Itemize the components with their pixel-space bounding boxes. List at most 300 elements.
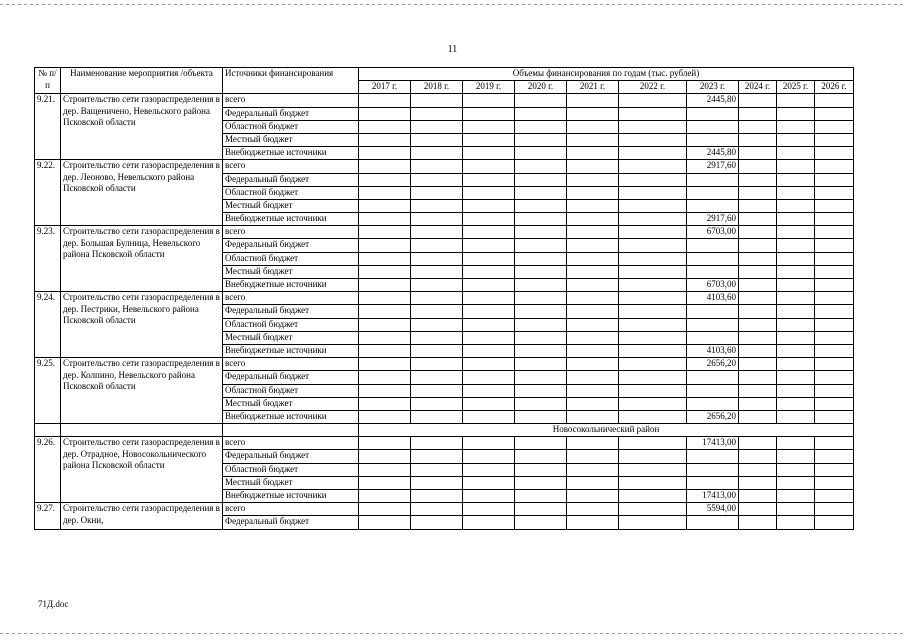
- amount-cell: [567, 384, 619, 397]
- amount-cell: [739, 384, 777, 397]
- year-header-cell: 2019 г.: [463, 81, 515, 94]
- amount-cell: [463, 173, 515, 186]
- amount-cell: [815, 160, 854, 173]
- amount-cell: [739, 450, 777, 463]
- page-number: 11: [447, 44, 458, 55]
- amount-cell: [515, 226, 567, 239]
- amount-cell: [687, 516, 739, 529]
- amount-cell: [815, 199, 854, 212]
- amount-cell: [739, 305, 777, 318]
- table-body: [35, 94, 854, 529]
- amount-cell: [463, 120, 515, 133]
- funding-source: всего: [223, 226, 359, 239]
- amount-cell: [739, 318, 777, 331]
- amount-cell: [687, 450, 739, 463]
- amount-cell: [411, 463, 463, 476]
- amount-cell: [359, 120, 411, 133]
- amount-cell: [815, 279, 854, 292]
- amount-cell: [777, 437, 815, 450]
- amount-cell: [463, 410, 515, 423]
- amount-cell: [463, 133, 515, 146]
- amount-cell: [463, 331, 515, 344]
- amount-cell: [815, 94, 854, 107]
- amount-cell: [739, 279, 777, 292]
- amount-cell: [359, 226, 411, 239]
- amount-cell: [515, 305, 567, 318]
- amount-cell: [619, 463, 687, 476]
- amount-cell: [411, 226, 463, 239]
- amount-cell: [815, 265, 854, 278]
- amount-cell: [567, 239, 619, 252]
- funding-source: Местный бюджет: [223, 476, 359, 489]
- funding-source: всего: [223, 358, 359, 371]
- funding-source: Федеральный бюджет: [223, 305, 359, 318]
- amount-cell: [687, 107, 739, 120]
- amount-cell: [359, 384, 411, 397]
- funding-source: Местный бюджет: [223, 397, 359, 410]
- amount-cell: [515, 213, 567, 226]
- amount-cell: 2656,20: [687, 358, 739, 371]
- amount-cell: 2917,60: [687, 213, 739, 226]
- amount-cell: 2917,60: [687, 160, 739, 173]
- amount-cell: [815, 476, 854, 489]
- amount-cell: [777, 186, 815, 199]
- funding-source: Внебюджетные источники: [223, 490, 359, 503]
- amount-cell: [515, 490, 567, 503]
- amount-cell: [411, 318, 463, 331]
- amount-cell: [739, 437, 777, 450]
- amount-cell: [739, 397, 777, 410]
- amount-cell: [815, 331, 854, 344]
- amount-cell: [567, 252, 619, 265]
- amount-cell: [567, 160, 619, 173]
- funding-source: Областной бюджет: [223, 186, 359, 199]
- amount-cell: [567, 173, 619, 186]
- funding-source: Областной бюджет: [223, 384, 359, 397]
- amount-cell: [687, 173, 739, 186]
- funding-source: Внебюджетные источники: [223, 279, 359, 292]
- amount-cell: [619, 437, 687, 450]
- amount-cell: [567, 292, 619, 305]
- item-number: 9.21.: [35, 94, 61, 160]
- amount-cell: [815, 358, 854, 371]
- amount-cell: [463, 437, 515, 450]
- amount-cell: [567, 226, 619, 239]
- amount-cell: [463, 279, 515, 292]
- amount-cell: [777, 147, 815, 160]
- amount-cell: [619, 344, 687, 357]
- amount-cell: [515, 107, 567, 120]
- amount-cell: [359, 252, 411, 265]
- funding-source: всего: [223, 292, 359, 305]
- amount-cell: [359, 358, 411, 371]
- amount-cell: [359, 186, 411, 199]
- amount-cell: [567, 305, 619, 318]
- amount-cell: [739, 371, 777, 384]
- amount-cell: [687, 331, 739, 344]
- amount-cell: [739, 463, 777, 476]
- amount-cell: [567, 133, 619, 146]
- year-header-cell: 2018 г.: [411, 81, 463, 94]
- amount-cell: [687, 318, 739, 331]
- funding-source: Областной бюджет: [223, 120, 359, 133]
- amount-cell: [411, 199, 463, 212]
- amount-cell: [619, 279, 687, 292]
- amount-cell: [359, 463, 411, 476]
- amount-cell: [815, 292, 854, 305]
- amount-cell: [411, 186, 463, 199]
- amount-cell: [411, 437, 463, 450]
- table-row: [35, 292, 854, 305]
- amount-cell: [359, 437, 411, 450]
- amount-cell: [777, 160, 815, 173]
- amount-cell: [619, 397, 687, 410]
- amount-cell: [411, 94, 463, 107]
- amount-cell: [515, 516, 567, 529]
- amount-cell: [463, 94, 515, 107]
- amount-cell: [359, 450, 411, 463]
- amount-cell: [359, 94, 411, 107]
- amount-cell: [739, 213, 777, 226]
- amount-cell: [515, 120, 567, 133]
- amount-cell: [567, 437, 619, 450]
- amount-cell: [777, 384, 815, 397]
- amount-cell: [777, 265, 815, 278]
- amount-cell: [777, 476, 815, 489]
- amount-cell: [359, 107, 411, 120]
- amount-cell: [463, 463, 515, 476]
- amount-cell: [777, 279, 815, 292]
- amount-cell: [777, 213, 815, 226]
- item-name: Строительство сети газораспределения в дер. Пестрики, Невельского района Псковской области: [61, 292, 223, 358]
- district-label: Новосокольнический район: [359, 424, 854, 437]
- amount-cell: [739, 292, 777, 305]
- amount-cell: [815, 107, 854, 120]
- amount-cell: [815, 147, 854, 160]
- amount-cell: [777, 226, 815, 239]
- scan-edge-top: [0, 4, 905, 5]
- amount-cell: [815, 463, 854, 476]
- amount-cell: [815, 450, 854, 463]
- funding-source: Внебюджетные источники: [223, 344, 359, 357]
- amount-cell: [815, 384, 854, 397]
- item-number: 9.27.: [35, 503, 61, 529]
- amount-cell: [515, 344, 567, 357]
- amount-cell: 4103,60: [687, 344, 739, 357]
- amount-cell: [687, 239, 739, 252]
- amount-cell: [359, 239, 411, 252]
- amount-cell: [619, 160, 687, 173]
- amount-cell: 17413,00: [687, 437, 739, 450]
- amount-cell: [567, 450, 619, 463]
- table-header-row: [35, 68, 854, 81]
- item-name: Строительство сети газораспределения в дер. Окни,: [61, 503, 223, 529]
- funding-source: всего: [223, 160, 359, 173]
- amount-cell: [411, 397, 463, 410]
- amount-cell: [739, 186, 777, 199]
- amount-cell: [463, 371, 515, 384]
- district-spacer: [35, 424, 61, 437]
- amount-cell: [515, 463, 567, 476]
- amount-cell: [515, 318, 567, 331]
- amount-cell: [411, 160, 463, 173]
- amount-cell: [567, 94, 619, 107]
- amount-cell: [411, 265, 463, 278]
- amount-cell: [815, 213, 854, 226]
- amount-cell: [411, 476, 463, 489]
- amount-cell: [777, 344, 815, 357]
- amount-cell: [515, 292, 567, 305]
- amount-cell: [687, 463, 739, 476]
- amount-cell: [687, 133, 739, 146]
- amount-cell: [463, 318, 515, 331]
- amount-cell: [815, 133, 854, 146]
- funding-source: Федеральный бюджет: [223, 450, 359, 463]
- amount-cell: [515, 147, 567, 160]
- item-name: Строительство сети газораспределения в дер. Большая Булница, Невельского района Псковской области: [61, 226, 223, 292]
- amount-cell: 2445,80: [687, 147, 739, 160]
- year-header-cell: 2026 г.: [815, 81, 854, 94]
- amount-cell: [777, 503, 815, 516]
- amount-cell: [463, 199, 515, 212]
- amount-cell: [777, 173, 815, 186]
- amount-cell: [359, 173, 411, 186]
- col-header-volumes: Объемы финансирования по годам (тыс. рублей): [359, 68, 854, 81]
- amount-cell: [815, 490, 854, 503]
- col-header-number: № п/п: [35, 68, 61, 94]
- funding-source: всего: [223, 437, 359, 450]
- amount-cell: [359, 279, 411, 292]
- amount-cell: [359, 344, 411, 357]
- amount-cell: [815, 305, 854, 318]
- funding-source: Федеральный бюджет: [223, 173, 359, 186]
- amount-cell: [411, 358, 463, 371]
- amount-cell: [567, 490, 619, 503]
- table-row: [35, 437, 854, 450]
- amount-cell: [619, 265, 687, 278]
- amount-cell: [619, 133, 687, 146]
- funding-source: Местный бюджет: [223, 133, 359, 146]
- amount-cell: [687, 371, 739, 384]
- amount-cell: [619, 186, 687, 199]
- amount-cell: [359, 213, 411, 226]
- amount-cell: [463, 476, 515, 489]
- amount-cell: [359, 490, 411, 503]
- amount-cell: [687, 397, 739, 410]
- item-number: 9.23.: [35, 226, 61, 292]
- amount-cell: [619, 199, 687, 212]
- amount-cell: [567, 331, 619, 344]
- amount-cell: [567, 397, 619, 410]
- amount-cell: 2445,80: [687, 94, 739, 107]
- amount-cell: [777, 107, 815, 120]
- amount-cell: [515, 199, 567, 212]
- item-number: 9.22.: [35, 160, 61, 226]
- funding-source: Внебюджетные источники: [223, 147, 359, 160]
- amount-cell: [687, 384, 739, 397]
- amount-cell: [515, 410, 567, 423]
- amount-cell: [463, 107, 515, 120]
- amount-cell: [567, 186, 619, 199]
- amount-cell: [567, 344, 619, 357]
- amount-cell: [687, 186, 739, 199]
- amount-cell: [739, 476, 777, 489]
- amount-cell: [815, 239, 854, 252]
- amount-cell: [619, 173, 687, 186]
- amount-cell: [619, 503, 687, 516]
- amount-cell: [687, 265, 739, 278]
- amount-cell: [619, 476, 687, 489]
- amount-cell: [739, 226, 777, 239]
- amount-cell: [739, 410, 777, 423]
- amount-cell: [463, 239, 515, 252]
- amount-cell: [359, 199, 411, 212]
- amount-cell: 2656,20: [687, 410, 739, 423]
- funding-source: Внебюджетные источники: [223, 213, 359, 226]
- amount-cell: [815, 410, 854, 423]
- amount-cell: [411, 344, 463, 357]
- amount-cell: [515, 94, 567, 107]
- amount-cell: [619, 252, 687, 265]
- amount-cell: [777, 371, 815, 384]
- amount-cell: [359, 292, 411, 305]
- amount-cell: [567, 410, 619, 423]
- amount-cell: [815, 120, 854, 133]
- amount-cell: [739, 358, 777, 371]
- amount-cell: [619, 410, 687, 423]
- amount-cell: [515, 239, 567, 252]
- year-header-cell: 2020 г.: [515, 81, 567, 94]
- amount-cell: [567, 107, 619, 120]
- amount-cell: [739, 120, 777, 133]
- amount-cell: [777, 516, 815, 529]
- amount-cell: [739, 173, 777, 186]
- amount-cell: [359, 410, 411, 423]
- amount-cell: [515, 450, 567, 463]
- funding-source: Федеральный бюджет: [223, 516, 359, 529]
- table-row: [35, 358, 854, 371]
- amount-cell: [567, 463, 619, 476]
- amount-cell: [777, 133, 815, 146]
- amount-cell: [515, 173, 567, 186]
- amount-cell: [463, 160, 515, 173]
- funding-source: Федеральный бюджет: [223, 239, 359, 252]
- amount-cell: [463, 503, 515, 516]
- amount-cell: [411, 252, 463, 265]
- amount-cell: [515, 358, 567, 371]
- amount-cell: [411, 490, 463, 503]
- amount-cell: [567, 147, 619, 160]
- amount-cell: [463, 186, 515, 199]
- amount-cell: [463, 490, 515, 503]
- amount-cell: [359, 476, 411, 489]
- amount-cell: [515, 279, 567, 292]
- amount-cell: [463, 147, 515, 160]
- amount-cell: [739, 147, 777, 160]
- amount-cell: [687, 476, 739, 489]
- amount-cell: [777, 252, 815, 265]
- year-header-cell: 2023 г.: [687, 81, 739, 94]
- amount-cell: [777, 331, 815, 344]
- funding-source: Внебюджетные источники: [223, 410, 359, 423]
- amount-cell: [411, 120, 463, 133]
- amount-cell: [777, 120, 815, 133]
- amount-cell: [739, 160, 777, 173]
- amount-cell: [777, 94, 815, 107]
- amount-cell: [515, 186, 567, 199]
- amount-cell: [777, 358, 815, 371]
- amount-cell: [687, 252, 739, 265]
- amount-cell: [777, 199, 815, 212]
- amount-cell: [411, 331, 463, 344]
- amount-cell: [777, 397, 815, 410]
- amount-cell: [411, 516, 463, 529]
- funding-source: Областной бюджет: [223, 463, 359, 476]
- amount-cell: [567, 358, 619, 371]
- amount-cell: [619, 371, 687, 384]
- amount-cell: [515, 371, 567, 384]
- amount-cell: [515, 133, 567, 146]
- amount-cell: [515, 160, 567, 173]
- amount-cell: [619, 120, 687, 133]
- amount-cell: [777, 450, 815, 463]
- amount-cell: [815, 516, 854, 529]
- item-name: Строительство сети газораспределения в дер. Колпино, Невельского района Псковской области: [61, 358, 223, 424]
- amount-cell: [619, 292, 687, 305]
- amount-cell: [739, 239, 777, 252]
- amount-cell: [687, 199, 739, 212]
- amount-cell: [359, 503, 411, 516]
- year-header-cell: 2022 г.: [619, 81, 687, 94]
- amount-cell: [567, 213, 619, 226]
- amount-cell: [411, 384, 463, 397]
- amount-cell: [815, 397, 854, 410]
- amount-cell: [567, 199, 619, 212]
- amount-cell: [411, 239, 463, 252]
- amount-cell: [463, 265, 515, 278]
- amount-cell: [411, 213, 463, 226]
- amount-cell: [777, 410, 815, 423]
- funding-source: всего: [223, 503, 359, 516]
- amount-cell: [619, 107, 687, 120]
- amount-cell: [777, 305, 815, 318]
- amount-cell: [515, 437, 567, 450]
- amount-cell: [619, 147, 687, 160]
- amount-cell: [619, 358, 687, 371]
- amount-cell: [815, 344, 854, 357]
- item-number: 9.25.: [35, 358, 61, 424]
- amount-cell: [359, 318, 411, 331]
- amount-cell: [777, 292, 815, 305]
- amount-cell: [359, 133, 411, 146]
- col-header-source: Источники финансирования: [223, 68, 359, 94]
- amount-cell: [567, 279, 619, 292]
- amount-cell: [777, 318, 815, 331]
- amount-cell: [515, 503, 567, 516]
- amount-cell: [359, 147, 411, 160]
- table-row: [35, 94, 854, 107]
- amount-cell: [739, 133, 777, 146]
- amount-cell: [815, 371, 854, 384]
- amount-cell: [411, 292, 463, 305]
- amount-cell: [739, 331, 777, 344]
- amount-cell: [567, 476, 619, 489]
- footer-filename: 71Д.doc: [38, 599, 69, 609]
- amount-cell: [359, 160, 411, 173]
- amount-cell: [687, 305, 739, 318]
- amount-cell: [463, 305, 515, 318]
- amount-cell: [515, 384, 567, 397]
